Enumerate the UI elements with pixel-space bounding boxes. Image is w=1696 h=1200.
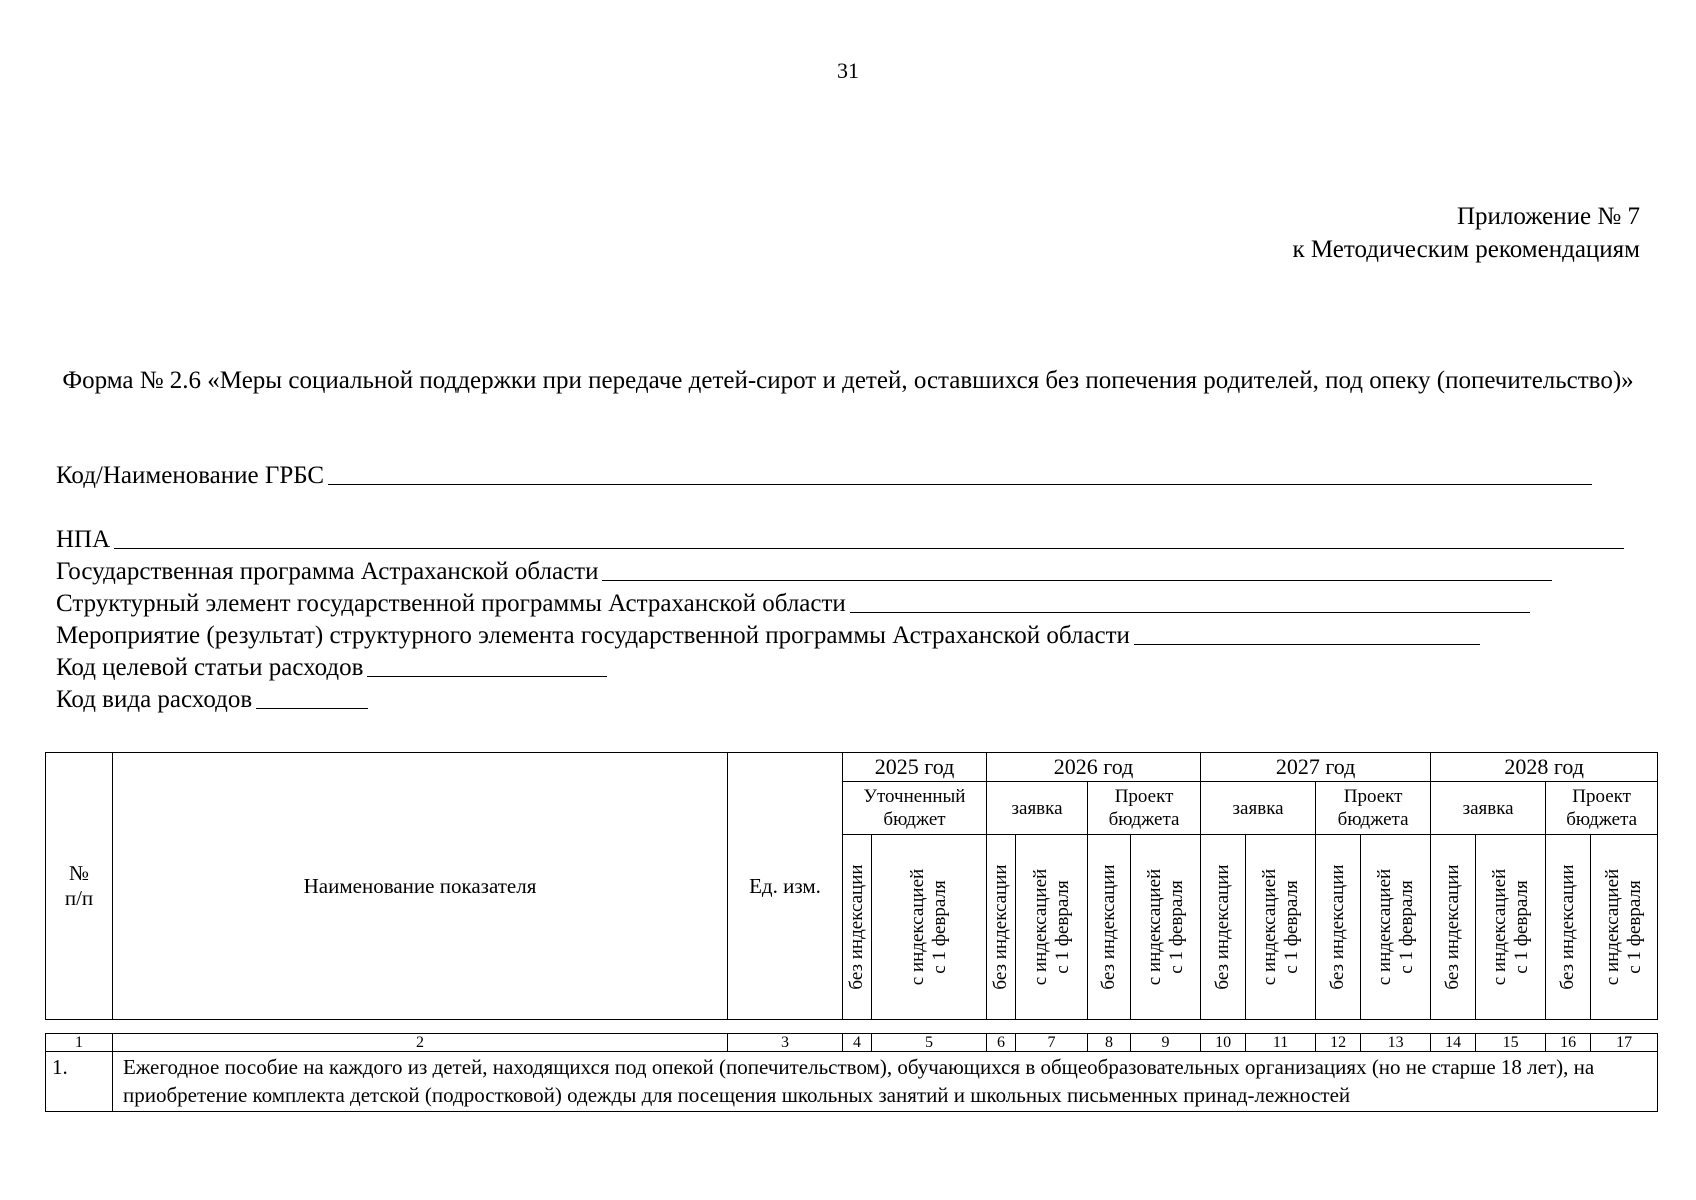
vheader-with-index-text bbox=[1489, 869, 1533, 985]
col-number: 15 bbox=[1476, 1034, 1546, 1052]
subheader-draft-line-1: Проект bbox=[1114, 786, 1174, 807]
col-number: 13 bbox=[1361, 1034, 1431, 1052]
target-code-field bbox=[56, 654, 607, 682]
vheader-with-index-line-2: с 1 февраля bbox=[1165, 880, 1187, 974]
vheader-no-index bbox=[1201, 835, 1246, 1020]
vheader-with-index bbox=[1591, 835, 1658, 1020]
program-field bbox=[56, 558, 1552, 586]
col-number: 10 bbox=[1201, 1034, 1246, 1052]
col-number: 5 bbox=[872, 1034, 987, 1052]
npa-blank bbox=[114, 547, 1624, 549]
col-number: 11 bbox=[1246, 1034, 1316, 1052]
year-header-2025: 2025 год bbox=[843, 753, 987, 782]
event-field bbox=[56, 622, 1480, 650]
appendix-block bbox=[1292, 200, 1640, 266]
year-header-2027: 2027 год bbox=[1201, 753, 1431, 782]
header-gap bbox=[46, 1020, 1658, 1034]
program-blank bbox=[602, 579, 1552, 581]
col-number: 12 bbox=[1316, 1034, 1361, 1052]
vheader-no-index bbox=[1088, 835, 1131, 1020]
vheader-with-index bbox=[1476, 835, 1546, 1020]
structural-label: Структурный элемент государственной программы Астраханской области bbox=[56, 590, 846, 617]
vheader-with-index-line-1: с индексацией bbox=[1373, 868, 1395, 986]
vheader-with-index-line-1: с индексацией bbox=[1029, 868, 1051, 986]
subheader-request-2027: заявка bbox=[1201, 782, 1316, 835]
expense-code-label: Код вида расходов bbox=[56, 686, 253, 713]
subheader-draft-line-2: бюджета bbox=[1108, 809, 1180, 830]
vheader-with-index-text bbox=[1374, 869, 1418, 985]
subheader-draft-line-1: Проект bbox=[1572, 786, 1631, 807]
expense-code-field bbox=[56, 686, 368, 714]
structural-field bbox=[56, 590, 1530, 618]
table-row bbox=[46, 1052, 1658, 1112]
vheader-with-index bbox=[1016, 835, 1088, 1020]
col-number: 2 bbox=[113, 1034, 728, 1052]
subheader-draft-line-1: Проект bbox=[1343, 786, 1403, 807]
col-number: 4 bbox=[843, 1034, 872, 1052]
vheader-with-index-text bbox=[1259, 869, 1303, 985]
subheader-refined-line-1: Уточненный bbox=[863, 786, 966, 807]
col-number: 8 bbox=[1088, 1034, 1131, 1052]
event-label: Мероприятие (результат) структурного элемента государственной программы Астраханской области bbox=[56, 622, 1130, 649]
vheader-with-index-text bbox=[1030, 869, 1074, 985]
vheader-with-index-line-1: с индексацией bbox=[1488, 868, 1510, 986]
vheader-no-index bbox=[987, 835, 1016, 1020]
npa-field bbox=[56, 526, 1624, 554]
vheader-no-index bbox=[843, 835, 872, 1020]
row-number: 1. bbox=[46, 1052, 113, 1112]
vheader-no-index-text: без индексации bbox=[1442, 864, 1464, 990]
col-header-name: Наименование показателя bbox=[113, 753, 728, 1020]
vheader-no-index-text: без индексации bbox=[990, 864, 1012, 990]
col-number: 1 bbox=[46, 1034, 113, 1052]
vheader-no-index bbox=[1316, 835, 1361, 1020]
vheader-no-index-text: без индексации bbox=[1557, 864, 1579, 990]
subheader-draft-2027 bbox=[1316, 782, 1431, 835]
year-header-2026: 2026 год bbox=[987, 753, 1201, 782]
npa-label: НПА bbox=[56, 526, 111, 553]
vheader-with-index-text bbox=[907, 869, 951, 985]
vheader-no-index-text: без индексации bbox=[846, 864, 867, 990]
vheader-with-index bbox=[872, 835, 987, 1020]
col-number: 16 bbox=[1546, 1034, 1591, 1052]
vheader-with-index-line-2: с 1 февраля bbox=[1395, 880, 1417, 974]
vheader-no-index-text: без индексации bbox=[1098, 864, 1120, 990]
subheader-draft-2026 bbox=[1088, 782, 1201, 835]
appendix-line-2: к Методическим рекомендациям bbox=[1292, 236, 1640, 263]
subheader-refined-line-2: бюджет bbox=[883, 809, 946, 830]
grbs-label: Код/Наименование ГРБС bbox=[56, 462, 325, 489]
expense-code-blank bbox=[256, 707, 368, 709]
vheader-with-index-line-2: с 1 февраля bbox=[1624, 880, 1646, 974]
vheader-with-index-line-1: с индексацией bbox=[1258, 868, 1280, 986]
vheader-with-index bbox=[1131, 835, 1201, 1020]
program-label: Государственная программа Астраханской области bbox=[56, 558, 599, 585]
vheader-with-index-line-1: с индексацией bbox=[1143, 868, 1165, 986]
vheader-with-index-line-2: с 1 февраля bbox=[1510, 880, 1532, 974]
vheader-with-index-line-1: с индексацией bbox=[907, 868, 928, 986]
vheader-no-index bbox=[1431, 835, 1476, 1020]
col-number: 17 bbox=[1591, 1034, 1658, 1052]
col-header-num-line-2: п/п bbox=[64, 886, 94, 910]
vheader-no-index-text: без индексации bbox=[1327, 864, 1349, 990]
row-indicator-text: Ежегодное пособие на каждого из детей, находящихся под опекой (попечительством), обучающихся в общеобразовательных организациях (но не старше 18 лет), на приобретение комплекта детской (подростковой) одежды для посещения школьных занятий и школьных письменных принад-лежностей bbox=[113, 1052, 1658, 1112]
vheader-with-index bbox=[1246, 835, 1316, 1020]
subheader-draft-line-2: бюджета bbox=[1566, 809, 1638, 830]
budget-table bbox=[45, 752, 1658, 1112]
structural-blank bbox=[850, 611, 1530, 613]
subheader-request-2026: заявка bbox=[987, 782, 1088, 835]
vheader-with-index-text bbox=[1144, 869, 1188, 985]
vheader-no-index bbox=[1546, 835, 1591, 1020]
year-header-2028: 2028 год bbox=[1431, 753, 1658, 782]
col-header-unit: Ед. изм. bbox=[728, 753, 843, 1020]
vheader-with-index-line-2: с 1 февраля bbox=[929, 880, 950, 974]
vheader-with-index-line-1: с индексацией bbox=[1602, 868, 1624, 986]
col-number: 7 bbox=[1016, 1034, 1088, 1052]
col-header-num bbox=[46, 753, 113, 1020]
subheader-request-2028: заявка bbox=[1431, 782, 1546, 835]
appendix-line-1: Приложение № 7 bbox=[1456, 203, 1640, 230]
subheader-refined-budget bbox=[843, 782, 987, 835]
column-number-row bbox=[46, 1034, 1658, 1052]
col-number: 3 bbox=[728, 1034, 843, 1052]
col-number: 14 bbox=[1431, 1034, 1476, 1052]
vheader-with-index-line-2: с 1 февраля bbox=[1051, 880, 1073, 974]
vheader-no-index-text: без индексации bbox=[1212, 864, 1234, 990]
vheader-with-index-line-2: с 1 февраля bbox=[1280, 880, 1302, 974]
col-number: 9 bbox=[1131, 1034, 1201, 1052]
event-blank bbox=[1134, 643, 1480, 645]
page-number: 31 bbox=[837, 58, 859, 83]
form-title: Форма № 2.6 «Меры социальной поддержки при передаче детей-сирот и детей, оставшихся без попечения родителей, под опеку (попечительство)» bbox=[62, 367, 1634, 394]
vheader-with-index-text bbox=[1602, 869, 1646, 985]
vheader-with-index bbox=[1361, 835, 1431, 1020]
col-header-num-line-1: № bbox=[68, 861, 90, 885]
subheader-draft-line-2: бюджета bbox=[1337, 809, 1409, 830]
col-number: 6 bbox=[987, 1034, 1016, 1052]
subheader-draft-2028 bbox=[1546, 782, 1658, 835]
grbs-field bbox=[56, 462, 1592, 490]
target-code-blank bbox=[367, 675, 607, 677]
grbs-blank bbox=[328, 483, 1592, 485]
target-code-label: Код целевой статьи расходов bbox=[56, 654, 364, 681]
